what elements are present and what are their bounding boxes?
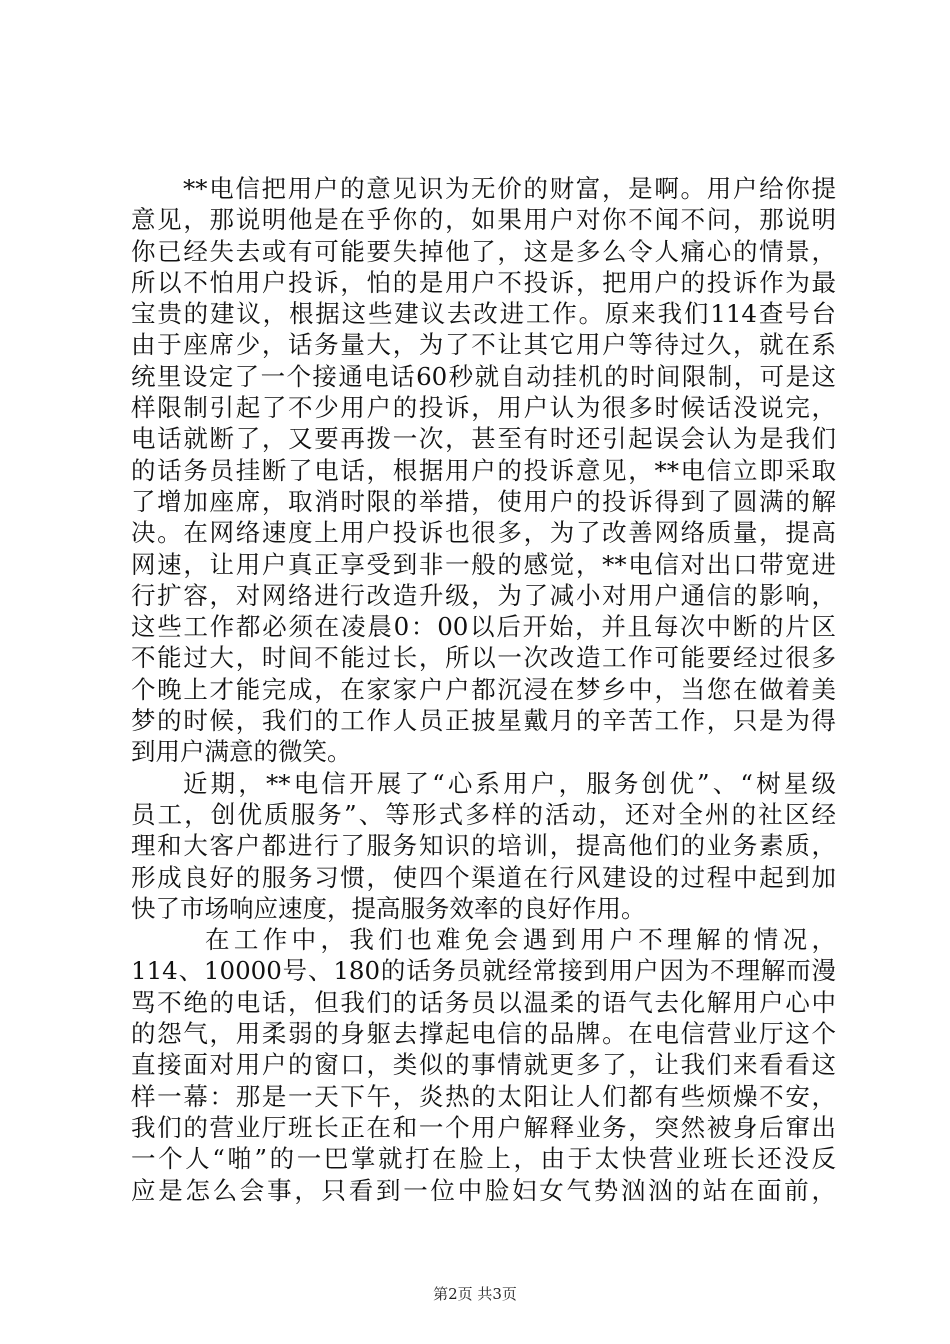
text-line: 员工，创优质服务”、等形式多样的活动，还对全州的社区经 <box>131 799 836 829</box>
text-line: 形成良好的服务习惯，使四个渠道在行风建设的过程中起到加 <box>131 862 836 892</box>
text-line: 样限制引起了不少用户的投诉，用户认为很多时候话没说完， <box>131 393 836 423</box>
text-line: 直接面对用户的窗口，类似的事情就更多了，让我们来看看这 <box>131 1050 836 1080</box>
text-line: 样一幕：那是一天下午，炎热的太阳让人们都有些烦燥不安， <box>131 1081 836 1111</box>
text-line: 我们的营业厅班长正在和一个用户解释业务，突然被身后窜出 <box>131 1112 836 1142</box>
page-number-label: 第2页 共3页 <box>433 1285 517 1303</box>
document-body <box>131 173 836 1206</box>
text-line: 网速，让用户真正享受到非一般的感觉，**电信对出口带宽进 <box>131 549 836 579</box>
text-line: 宝贵的建议，根据这些建议去改进工作。原来我们114查号台 <box>131 299 836 329</box>
text-line: 应是怎么会事，只看到一位中脸妇女气势汹汹的站在面前， <box>131 1175 836 1205</box>
text-line: 电话就断了，又要再拨一次，甚至有时还引起误会认为是我们 <box>131 424 836 454</box>
text-line: 不能过大，时间不能过长，所以一次改造工作可能要经过很多 <box>131 643 836 673</box>
text-line: 到用户满意的微笑。 <box>131 737 352 767</box>
page-footer <box>0 1283 950 1304</box>
text-line: 行扩容，对网络进行改造升级，为了减小对用户通信的影响， <box>131 580 836 610</box>
text-line: 梦的时候，我们的工作人员正披星戴月的辛苦工作，只是为得 <box>131 706 836 736</box>
text-line: 了增加座席，取消时限的举措，使用户的投诉得到了圆满的解 <box>131 486 836 516</box>
text-line: 114、10000号、180的话务员就经常接到用户因为不理解而漫 <box>131 956 836 986</box>
text-line: 由于座席少，话务量大，为了不让其它用户等待过久，就在系 <box>131 330 836 360</box>
text-line: 快了市场响应速度，提高服务效率的良好作用。 <box>131 893 646 923</box>
text-line: 近期，**电信开展了“心系用户，服务创优”、“树星级 <box>183 768 836 798</box>
text-line: 决。在网络速度上用户投诉也很多，为了改善网络质量，提高 <box>131 518 836 548</box>
text-line: 意见，那说明他是在乎你的，如果用户对你不闻不问，那说明 <box>131 205 836 235</box>
text-line: 你已经失去或有可能要失掉他了，这是多么令人痛心的情景， <box>131 236 836 266</box>
text-line: 的话务员挂断了电话，根据用户的投诉意见，**电信立即采取 <box>131 455 836 485</box>
text-line: **电信把用户的意见识为无价的财富，是啊。用户给你提 <box>183 174 836 203</box>
text-line: 在工作中，我们也难免会遇到用户不理解的情况， <box>205 925 836 955</box>
text-line: 一个人“啪”的一巴掌就打在脸上，由于太快营业班长还没反 <box>131 1144 836 1174</box>
text-line: 骂不绝的电话，但我们的话务员以温柔的语气去化解用户心中 <box>131 987 836 1017</box>
text-line: 个晚上才能完成，在家家户户都沉浸在梦乡中，当您在做着美 <box>131 674 836 704</box>
text-line: 统里设定了一个接通电话60秒就自动挂机的时间限制，可是这 <box>131 361 836 391</box>
text-line: 所以不怕用户投诉，怕的是用户不投诉，把用户的投诉作为最 <box>131 267 836 297</box>
text-line: 的怨气，用柔弱的身躯去撑起电信的品牌。在电信营业厅这个 <box>131 1019 836 1049</box>
text-line: 这些工作都必须在凌晨0：00以后开始，并且每次中断的片区 <box>131 612 836 642</box>
text-line: 理和大客户都进行了服务知识的培训，提高他们的业务素质， <box>131 831 836 861</box>
